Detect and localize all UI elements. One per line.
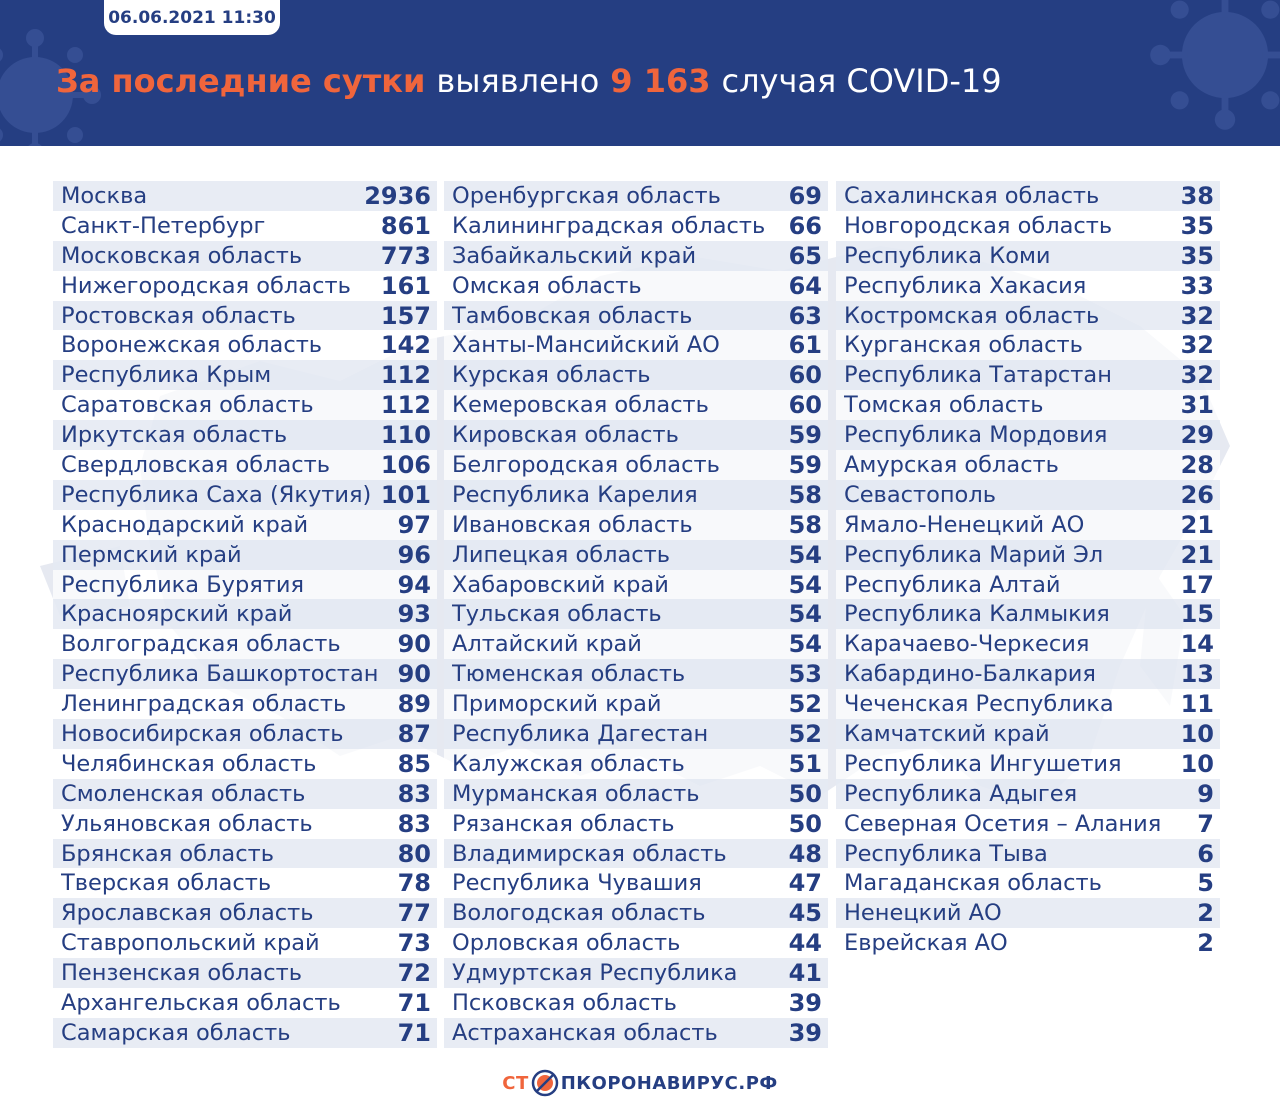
region-name: Пензенская область [61, 960, 302, 987]
region-name: Приморский край [452, 691, 662, 718]
region-name: Сахалинская область [844, 182, 1100, 209]
region-row [836, 390, 1220, 420]
case-count: 2936 [364, 181, 431, 210]
region-name: Республика Адыгея [844, 780, 1078, 807]
region-name: Республика Татарстан [844, 362, 1112, 389]
region-row [836, 809, 1220, 839]
region-name: Томская область [844, 392, 1044, 419]
region-name: Республика Дагестан [452, 720, 709, 747]
region-row [53, 779, 437, 809]
region-row [836, 510, 1220, 540]
case-count: 9 [1197, 779, 1214, 808]
region-row [53, 420, 437, 450]
region-row [444, 271, 828, 301]
region-name: Республика Саха (Якутия) [61, 481, 372, 508]
case-count: 52 [788, 690, 822, 719]
case-count: 861 [380, 211, 431, 240]
region-row [53, 211, 437, 241]
region-name: Забайкальский край [452, 242, 697, 269]
region-name: Орловская область [452, 930, 681, 957]
region-row [53, 689, 437, 719]
virus-decoration-icon [1140, 0, 1280, 140]
region-name: Еврейская АО [844, 930, 1008, 957]
region-name: Москва [61, 182, 148, 209]
region-row [836, 181, 1220, 211]
case-count: 54 [788, 540, 822, 569]
region-row [836, 480, 1220, 510]
case-count: 26 [1180, 480, 1214, 509]
case-count: 10 [1180, 749, 1214, 778]
region-name: Карачаево-Черкесия [844, 631, 1090, 658]
case-count: 71 [397, 1018, 431, 1047]
logo-text-suffix: ПКОРОНАВИРУС.РФ [560, 1072, 778, 1094]
region-row [836, 719, 1220, 749]
region-row [444, 958, 828, 988]
case-count: 45 [788, 899, 822, 928]
case-count: 5 [1197, 869, 1214, 898]
virus-stop-icon [531, 1069, 559, 1097]
region-row [53, 898, 437, 928]
region-name: Астраханская область [452, 1019, 718, 1046]
case-count: 21 [1180, 540, 1214, 569]
region-name: Республика Крым [61, 362, 272, 389]
region-name: Калужская область [452, 750, 685, 777]
region-name: Омская область [452, 272, 642, 299]
region-name: Республика Башкортостан [61, 661, 379, 688]
region-name: Волгоградская область [61, 631, 341, 658]
region-name: Республика Хакасия [844, 272, 1087, 299]
region-name: Московская область [61, 242, 303, 269]
region-row [444, 301, 828, 331]
case-count: 73 [397, 929, 431, 958]
region-name: Кемеровская область [452, 392, 709, 419]
case-count: 63 [788, 301, 822, 330]
case-count: 2 [1197, 899, 1214, 928]
region-row [444, 540, 828, 570]
region-name: Республика Карелия [452, 481, 698, 508]
case-count: 78 [397, 869, 431, 898]
region-row [836, 540, 1220, 570]
case-count: 60 [788, 391, 822, 420]
case-count: 7 [1197, 809, 1214, 838]
region-row [444, 1018, 828, 1048]
region-row [836, 450, 1220, 480]
headline-count: 9 163 [610, 62, 711, 100]
region-name: Республика Чувашия [452, 870, 702, 897]
region-row [53, 181, 437, 211]
case-count: 39 [788, 988, 822, 1017]
case-count: 35 [1180, 211, 1214, 240]
region-name: Оренбургская область [452, 182, 721, 209]
region-row [836, 749, 1220, 779]
case-count: 13 [1180, 660, 1214, 689]
region-row [53, 868, 437, 898]
region-name: Севастополь [844, 481, 996, 508]
region-row [836, 629, 1220, 659]
region-name: Липецкая область [452, 541, 671, 568]
region-name: Вологодская область [452, 900, 706, 927]
region-name: Тамбовская область [452, 302, 693, 329]
region-row [444, 480, 828, 510]
case-count: 64 [788, 271, 822, 300]
region-row [53, 749, 437, 779]
region-name: Магаданская область [844, 870, 1102, 897]
region-row [53, 390, 437, 420]
region-row [53, 540, 437, 570]
case-count: 58 [788, 510, 822, 539]
region-row [53, 599, 437, 629]
region-name: Республика Марий Эл [844, 541, 1104, 568]
region-row [53, 480, 437, 510]
region-row [836, 868, 1220, 898]
case-count: 51 [788, 749, 822, 778]
region-name: Республика Алтай [844, 571, 1061, 598]
case-count: 94 [397, 570, 431, 599]
region-name: Свердловская область [61, 451, 331, 478]
headline [56, 56, 1002, 106]
case-count: 112 [380, 361, 431, 390]
case-count: 50 [788, 809, 822, 838]
case-count: 97 [397, 510, 431, 539]
case-count: 60 [788, 361, 822, 390]
region-name: Кабардино-Балкария [844, 661, 1096, 688]
region-row [836, 211, 1220, 241]
case-count: 80 [397, 839, 431, 868]
region-name: Кировская область [452, 422, 679, 449]
case-count: 96 [397, 540, 431, 569]
case-count: 11 [1180, 690, 1214, 719]
region-name: Северная Осетия – Алания [844, 810, 1162, 837]
case-count: 112 [380, 391, 431, 420]
region-row [53, 928, 437, 958]
region-name: Ямало-Ненецкий АО [844, 511, 1085, 538]
case-count: 35 [1180, 241, 1214, 270]
region-row [444, 330, 828, 360]
region-row [53, 839, 437, 869]
region-name: Брянская область [61, 840, 274, 867]
case-count: 54 [788, 630, 822, 659]
case-count: 29 [1180, 421, 1214, 450]
region-column-2 [444, 181, 828, 1048]
case-count: 61 [788, 331, 822, 360]
case-count: 161 [380, 271, 431, 300]
region-row [836, 689, 1220, 719]
case-count: 65 [788, 241, 822, 270]
case-count: 157 [380, 301, 431, 330]
region-row [444, 689, 828, 719]
region-name: Смоленская область [61, 780, 306, 807]
case-count: 53 [788, 660, 822, 689]
case-count: 38 [1180, 181, 1214, 210]
case-count: 50 [788, 779, 822, 808]
region-row [53, 1018, 437, 1048]
region-name: Тверская область [61, 870, 272, 897]
region-name: Ивановская область [452, 511, 693, 538]
case-count: 21 [1180, 510, 1214, 539]
region-row [444, 211, 828, 241]
region-name: Челябинская область [61, 750, 317, 777]
case-count: 85 [397, 749, 431, 778]
case-count: 59 [788, 421, 822, 450]
region-name: Республика Калмыкия [844, 601, 1110, 628]
logo-text-prefix: СТ [502, 1072, 529, 1094]
region-name: Ростовская область [61, 302, 296, 329]
region-name: Ярославская область [61, 900, 314, 927]
case-count: 773 [380, 241, 431, 270]
case-count: 17 [1180, 570, 1214, 599]
region-row [444, 868, 828, 898]
region-name: Хабаровский край [452, 571, 669, 598]
case-count: 6 [1197, 839, 1214, 868]
region-name: Мурманская область [452, 780, 700, 807]
region-column-3 [836, 181, 1220, 958]
region-name: Курская область [452, 362, 651, 389]
case-count: 47 [788, 869, 822, 898]
case-count: 66 [788, 211, 822, 240]
region-name: Ханты-Мансийский АО [452, 332, 720, 359]
region-name: Владимирская область [452, 840, 727, 867]
region-row [836, 420, 1220, 450]
region-row [444, 510, 828, 540]
region-row [53, 809, 437, 839]
region-row [444, 749, 828, 779]
region-name: Чеченская Республика [844, 691, 1114, 718]
case-count: 83 [397, 809, 431, 838]
region-row [53, 988, 437, 1018]
case-count: 32 [1180, 301, 1214, 330]
region-name: Ставропольский край [61, 930, 320, 957]
case-count: 106 [380, 450, 431, 479]
region-name: Иркутская область [61, 422, 288, 449]
case-count: 28 [1180, 450, 1214, 479]
case-count: 93 [397, 600, 431, 629]
region-name: Курганская область [844, 332, 1083, 359]
region-name: Тульская область [452, 601, 662, 628]
region-name: Новосибирская область [61, 720, 344, 747]
region-row [836, 928, 1220, 958]
region-row [444, 450, 828, 480]
region-row [444, 181, 828, 211]
case-count: 32 [1180, 331, 1214, 360]
case-count: 32 [1180, 361, 1214, 390]
region-row [444, 839, 828, 869]
case-count: 72 [397, 959, 431, 988]
footer-logo [0, 1066, 1280, 1100]
case-count: 15 [1180, 600, 1214, 629]
region-row [53, 360, 437, 390]
region-row [444, 988, 828, 1018]
case-count: 33 [1180, 271, 1214, 300]
region-row [53, 241, 437, 271]
region-name: Ульяновская область [61, 810, 313, 837]
region-name: Ненецкий АО [844, 900, 1002, 927]
region-name: Архангельская область [61, 989, 341, 1016]
region-name: Псковская область [452, 989, 677, 1016]
region-row [444, 360, 828, 390]
region-name: Ленинградская область [61, 691, 347, 718]
region-name: Рязанская область [452, 810, 675, 837]
case-count: 14 [1180, 630, 1214, 659]
region-row [53, 719, 437, 749]
case-count: 39 [788, 1018, 822, 1047]
region-name: Амурская область [844, 451, 1059, 478]
case-count: 87 [397, 719, 431, 748]
region-row [836, 839, 1220, 869]
region-name: Республика Тыва [844, 840, 1048, 867]
region-row [836, 898, 1220, 928]
region-row [444, 779, 828, 809]
region-row [836, 301, 1220, 331]
case-count: 54 [788, 600, 822, 629]
region-row [53, 629, 437, 659]
region-row [836, 570, 1220, 600]
region-name: Республика Коми [844, 242, 1051, 269]
region-row [836, 271, 1220, 301]
region-row [836, 330, 1220, 360]
region-name: Пермский край [61, 541, 242, 568]
region-row [444, 570, 828, 600]
case-count: 31 [1180, 391, 1214, 420]
case-count: 41 [788, 959, 822, 988]
region-row [444, 809, 828, 839]
case-count: 71 [397, 988, 431, 1017]
case-count: 90 [397, 630, 431, 659]
region-name: Новгородская область [844, 212, 1113, 239]
region-name: Красноярский край [61, 601, 293, 628]
case-count: 59 [788, 450, 822, 479]
region-column-1 [53, 181, 437, 1048]
region-name: Республика Мордовия [844, 422, 1108, 449]
region-row [53, 510, 437, 540]
region-name: Тюменская область [452, 661, 686, 688]
region-row [836, 360, 1220, 390]
case-count: 77 [397, 899, 431, 928]
date-badge: 06.06.2021 11:30 [104, 0, 280, 35]
case-count: 44 [788, 929, 822, 958]
case-count: 110 [380, 421, 431, 450]
region-row [444, 898, 828, 928]
region-name: Саратовская область [61, 392, 314, 419]
region-name: Республика Бурятия [61, 571, 305, 598]
region-row [444, 599, 828, 629]
region-name: Самарская область [61, 1019, 291, 1046]
region-row [444, 659, 828, 689]
region-row [444, 390, 828, 420]
region-name: Республика Ингушетия [844, 750, 1122, 777]
region-name: Удмуртская Республика [452, 960, 738, 987]
region-row [836, 779, 1220, 809]
region-row [444, 420, 828, 450]
case-count: 54 [788, 570, 822, 599]
region-name: Нижегородская область [61, 272, 351, 299]
region-name: Белгородская область [452, 451, 720, 478]
region-row [836, 599, 1220, 629]
case-count: 2 [1197, 929, 1214, 958]
region-row [444, 719, 828, 749]
region-row [53, 330, 437, 360]
region-name: Санкт-Петербург [61, 212, 266, 239]
region-row [444, 629, 828, 659]
region-row [53, 301, 437, 331]
case-count: 10 [1180, 719, 1214, 748]
case-count: 83 [397, 779, 431, 808]
region-row [444, 241, 828, 271]
region-name: Краснодарский край [61, 511, 309, 538]
region-name: Камчатский край [844, 720, 1050, 747]
case-count: 142 [380, 331, 431, 360]
region-row [53, 271, 437, 301]
region-row [53, 958, 437, 988]
region-name: Воронежская область [61, 332, 323, 359]
region-row [836, 659, 1220, 689]
region-row [53, 450, 437, 480]
header-banner [0, 0, 1280, 146]
case-count: 90 [397, 660, 431, 689]
region-row [836, 241, 1220, 271]
case-count: 58 [788, 480, 822, 509]
case-count: 52 [788, 719, 822, 748]
region-row [53, 570, 437, 600]
case-count: 89 [397, 690, 431, 719]
region-name: Костромская область [844, 302, 1100, 329]
case-count: 48 [788, 839, 822, 868]
region-row [444, 928, 828, 958]
case-count: 69 [788, 181, 822, 210]
region-row [53, 659, 437, 689]
headline-highlight: За последние сутки [56, 62, 426, 100]
headline-mid: выявлено [436, 62, 600, 100]
headline-tail: случая COVID-19 [721, 62, 1002, 100]
region-name: Алтайский край [452, 631, 642, 658]
case-count: 101 [380, 480, 431, 509]
region-name: Калининградская область [452, 212, 766, 239]
